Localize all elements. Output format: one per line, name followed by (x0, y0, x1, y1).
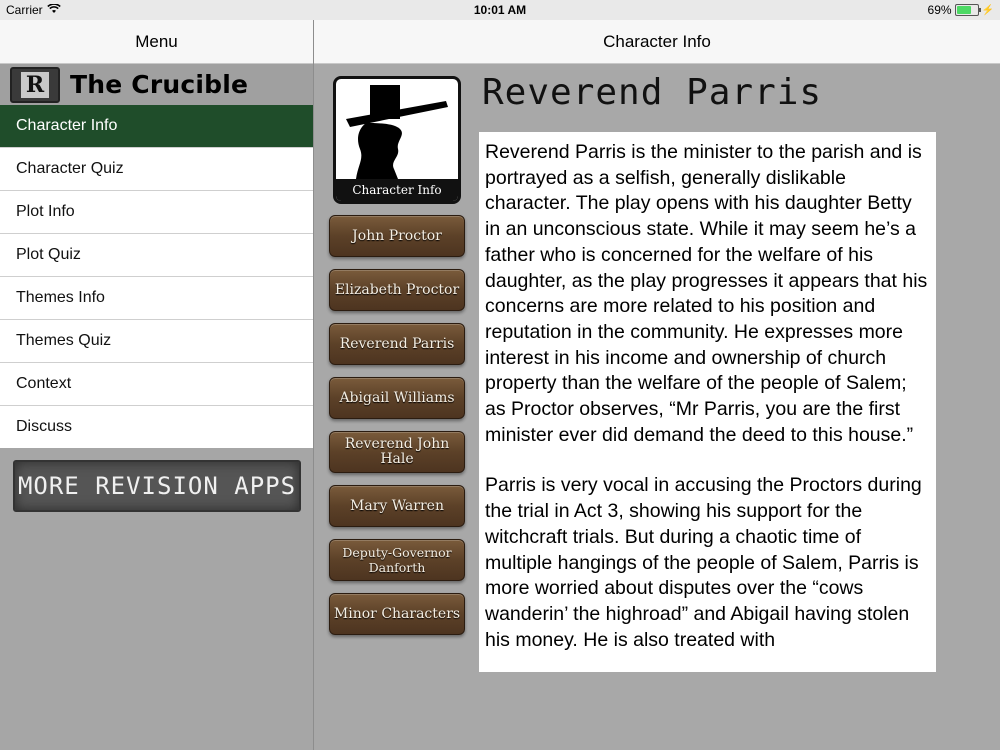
clock: 10:01 AM (473, 3, 527, 17)
description-paragraph: Parris is very vocal in accusing the Proctors during the trial in Act 3, showing his support for the witchcraft trials. But during a chaotic time of multiple hangings of the people of Salem, Parris is more worried about disputes over the “cows wanderin’ the highroad” and Abigail having stolen his money. He is also treated with (485, 474, 922, 651)
battery-area (928, 3, 994, 17)
menu-item-discuss[interactable]: Discuss (0, 406, 313, 448)
battery-percent: 69% (927, 3, 952, 17)
character-button-reverend-parris[interactable]: Reverend Parris (329, 323, 465, 365)
page-title: Character Info (603, 31, 711, 51)
character-button-mary-warren[interactable]: Mary Warren (329, 485, 465, 527)
character-info-card-label: Character Info (336, 179, 458, 201)
character-button-elizabeth-proctor[interactable]: Elizabeth Proctor (329, 269, 465, 311)
sidebar-title: Menu (135, 31, 178, 51)
character-button-deputy-governor-danforth[interactable]: Deputy-Governor Danforth (329, 539, 465, 581)
menu-item-plot-quiz[interactable]: Plot Quiz (0, 234, 313, 277)
status-bar (0, 0, 1000, 20)
main-nav-bar (314, 20, 1000, 64)
battery-icon (955, 4, 979, 16)
character-button-john-proctor[interactable]: John Proctor (329, 215, 465, 257)
character-description[interactable] (479, 132, 936, 672)
app-brand (0, 64, 313, 105)
character-button-minor-characters[interactable]: Minor Characters (329, 593, 465, 635)
menu-item-character-quiz[interactable]: Character Quiz (0, 148, 313, 191)
character-button-reverend-john-hale[interactable]: Reverend John Hale (329, 431, 465, 473)
menu-item-character-info[interactable]: Character Info (0, 105, 313, 148)
app-logo-letter: R (21, 72, 49, 98)
puritan-silhouette-icon (336, 79, 458, 179)
menu-item-themes-quiz[interactable]: Themes Quiz (0, 320, 313, 363)
sidebar (0, 20, 314, 750)
sidebar-nav-bar (0, 20, 313, 64)
character-info-card (333, 76, 461, 204)
carrier-label: Carrier (6, 3, 43, 17)
more-revision-apps-button[interactable]: MORE REVISION APPS (13, 460, 301, 512)
menu-item-context[interactable]: Context (0, 363, 313, 406)
menu-list (0, 105, 313, 448)
app-logo (10, 67, 60, 103)
charging-bolt-icon: ⚡ (981, 4, 994, 16)
menu-item-themes-info[interactable]: Themes Info (0, 277, 313, 320)
character-heading: Reverend Parris (482, 72, 823, 113)
menu-item-plot-info[interactable]: Plot Info (0, 191, 313, 234)
app-title: The Crucible (70, 70, 249, 99)
description-paragraph: Reverend Parris is the minister to the parish and is portrayed as a selfish, generally dislikable character. The play opens with his daughter Betty in an unconscious state. While it may seem he’s a father who is concerned for the welfare of his daughter, as the play progresses it appears that his concerns are more related to his position and reputation in the community. He expresses more interest in his income and ownership of church property than the welfare of the people of Salem; as Proctor observes, “Mr Parris, you are the first minister ever did demand the deed to this house.” (485, 141, 928, 446)
main-panel (314, 20, 1000, 750)
character-button-abigail-williams[interactable]: Abigail Williams (329, 377, 465, 419)
